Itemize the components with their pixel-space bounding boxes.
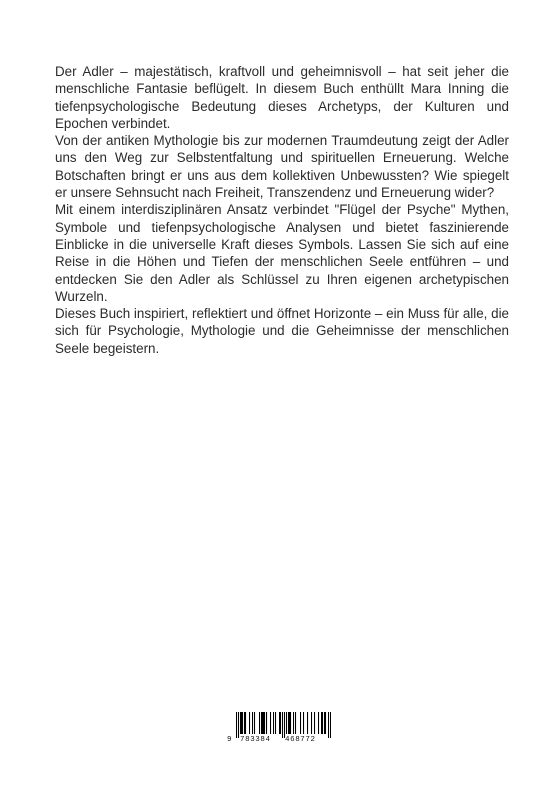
- barcode-bar: [300, 712, 301, 734]
- barcode-bar: [242, 712, 243, 734]
- barcode-bar: [275, 712, 276, 734]
- barcode-bar: [282, 712, 283, 738]
- barcode-bar: [328, 712, 329, 738]
- barcode-bar: [330, 712, 331, 738]
- barcode-bar: [261, 712, 262, 734]
- barcode-bar: [325, 712, 326, 734]
- barcode-bar: [318, 712, 319, 734]
- barcode-bar: [236, 712, 237, 738]
- barcode-bar: [249, 712, 250, 734]
- barcode-bar: [244, 712, 245, 734]
- barcode-bar: [293, 712, 294, 734]
- barcode-bar: [311, 712, 312, 734]
- barcode-first-digit: 9: [227, 736, 232, 744]
- barcode-bar: [289, 712, 290, 734]
- barcode-bars-icon: [227, 712, 331, 738]
- barcode-bar: [262, 712, 263, 734]
- barcode-bar: [288, 712, 289, 734]
- paragraph-mythology: Von der antiken Mythologie bis zur modernen Traumdeutung zeigt der Adler uns den Weg zur Selbstentfaltung und spirituellen Erneuerung. Welche Botschaften bringt er uns aus dem kollektiven Unbewussten? Wie spiegelt er unsere Sehnsucht nach Freiheit, Transzendenz und Erneuerung wider?: [55, 133, 509, 201]
- barcode-bar: [240, 712, 241, 734]
- barcode-bar: [284, 712, 285, 738]
- barcode-bar: [263, 712, 264, 734]
- barcode-bar: [280, 712, 281, 734]
- barcode-bar: [290, 712, 291, 734]
- barcode-bar: [264, 712, 265, 734]
- barcode-bar: [266, 712, 267, 734]
- barcode-bar: [307, 712, 308, 734]
- paragraph-approach: Mit einem interdisziplinären Ansatz verbindet "Flügel der Psyche" Mythen, Symbole und tiefenpsychologische Analysen und bietet faszinierende Einblicke in die universelle Kraft dieses Symbols. Lassen Sie sich auf eine Reise in die Höhen und Tiefen der menschlichen Seele entführen – und entdecken Sie den Adler als Schlüssel zu Ihren eigenen archetypischen Wurzeln.: [55, 202, 509, 304]
- barcode-bar: [279, 712, 280, 734]
- barcode-bar: [322, 712, 323, 734]
- back-cover-text: [55, 63, 509, 357]
- barcode-bar: [295, 712, 296, 734]
- barcode-right-digits: 468772: [285, 736, 316, 744]
- barcode-bar: [324, 712, 325, 734]
- barcode-bar: [241, 712, 242, 734]
- barcode-bar: [252, 712, 253, 734]
- paragraph-intro: Der Adler – majestätisch, kraftvoll und geheimnisvoll – hat seit jeher die menschliche Fantasie beflügelt. In diesem Buch enthüllt Mara Inning die tiefenpsychologische Bedeutung dieses Archetyps, der Kulturen und Epochen verbindet.: [55, 64, 509, 131]
- barcode-left-digits: 783384: [240, 736, 271, 744]
- isbn-barcode: [227, 712, 331, 748]
- barcode-bar: [314, 712, 315, 734]
- barcode-bar: [321, 712, 322, 734]
- barcode-bar: [254, 712, 255, 734]
- barcode-bar: [259, 712, 260, 734]
- barcode-bar: [270, 712, 271, 734]
- barcode-bar: [273, 712, 274, 734]
- paragraph-closing: Dieses Buch inspiriert, reflektiert und öffnet Horizonte – ein Muss für alle, die sich für Psychologie, Mythologie und die Geheimnisse der menschlichen Seele begeistern.: [55, 306, 509, 356]
- barcode-bar: [238, 712, 239, 738]
- barcode-bar: [245, 712, 246, 734]
- barcode-bar: [286, 712, 287, 734]
- barcode-bar: [303, 712, 304, 734]
